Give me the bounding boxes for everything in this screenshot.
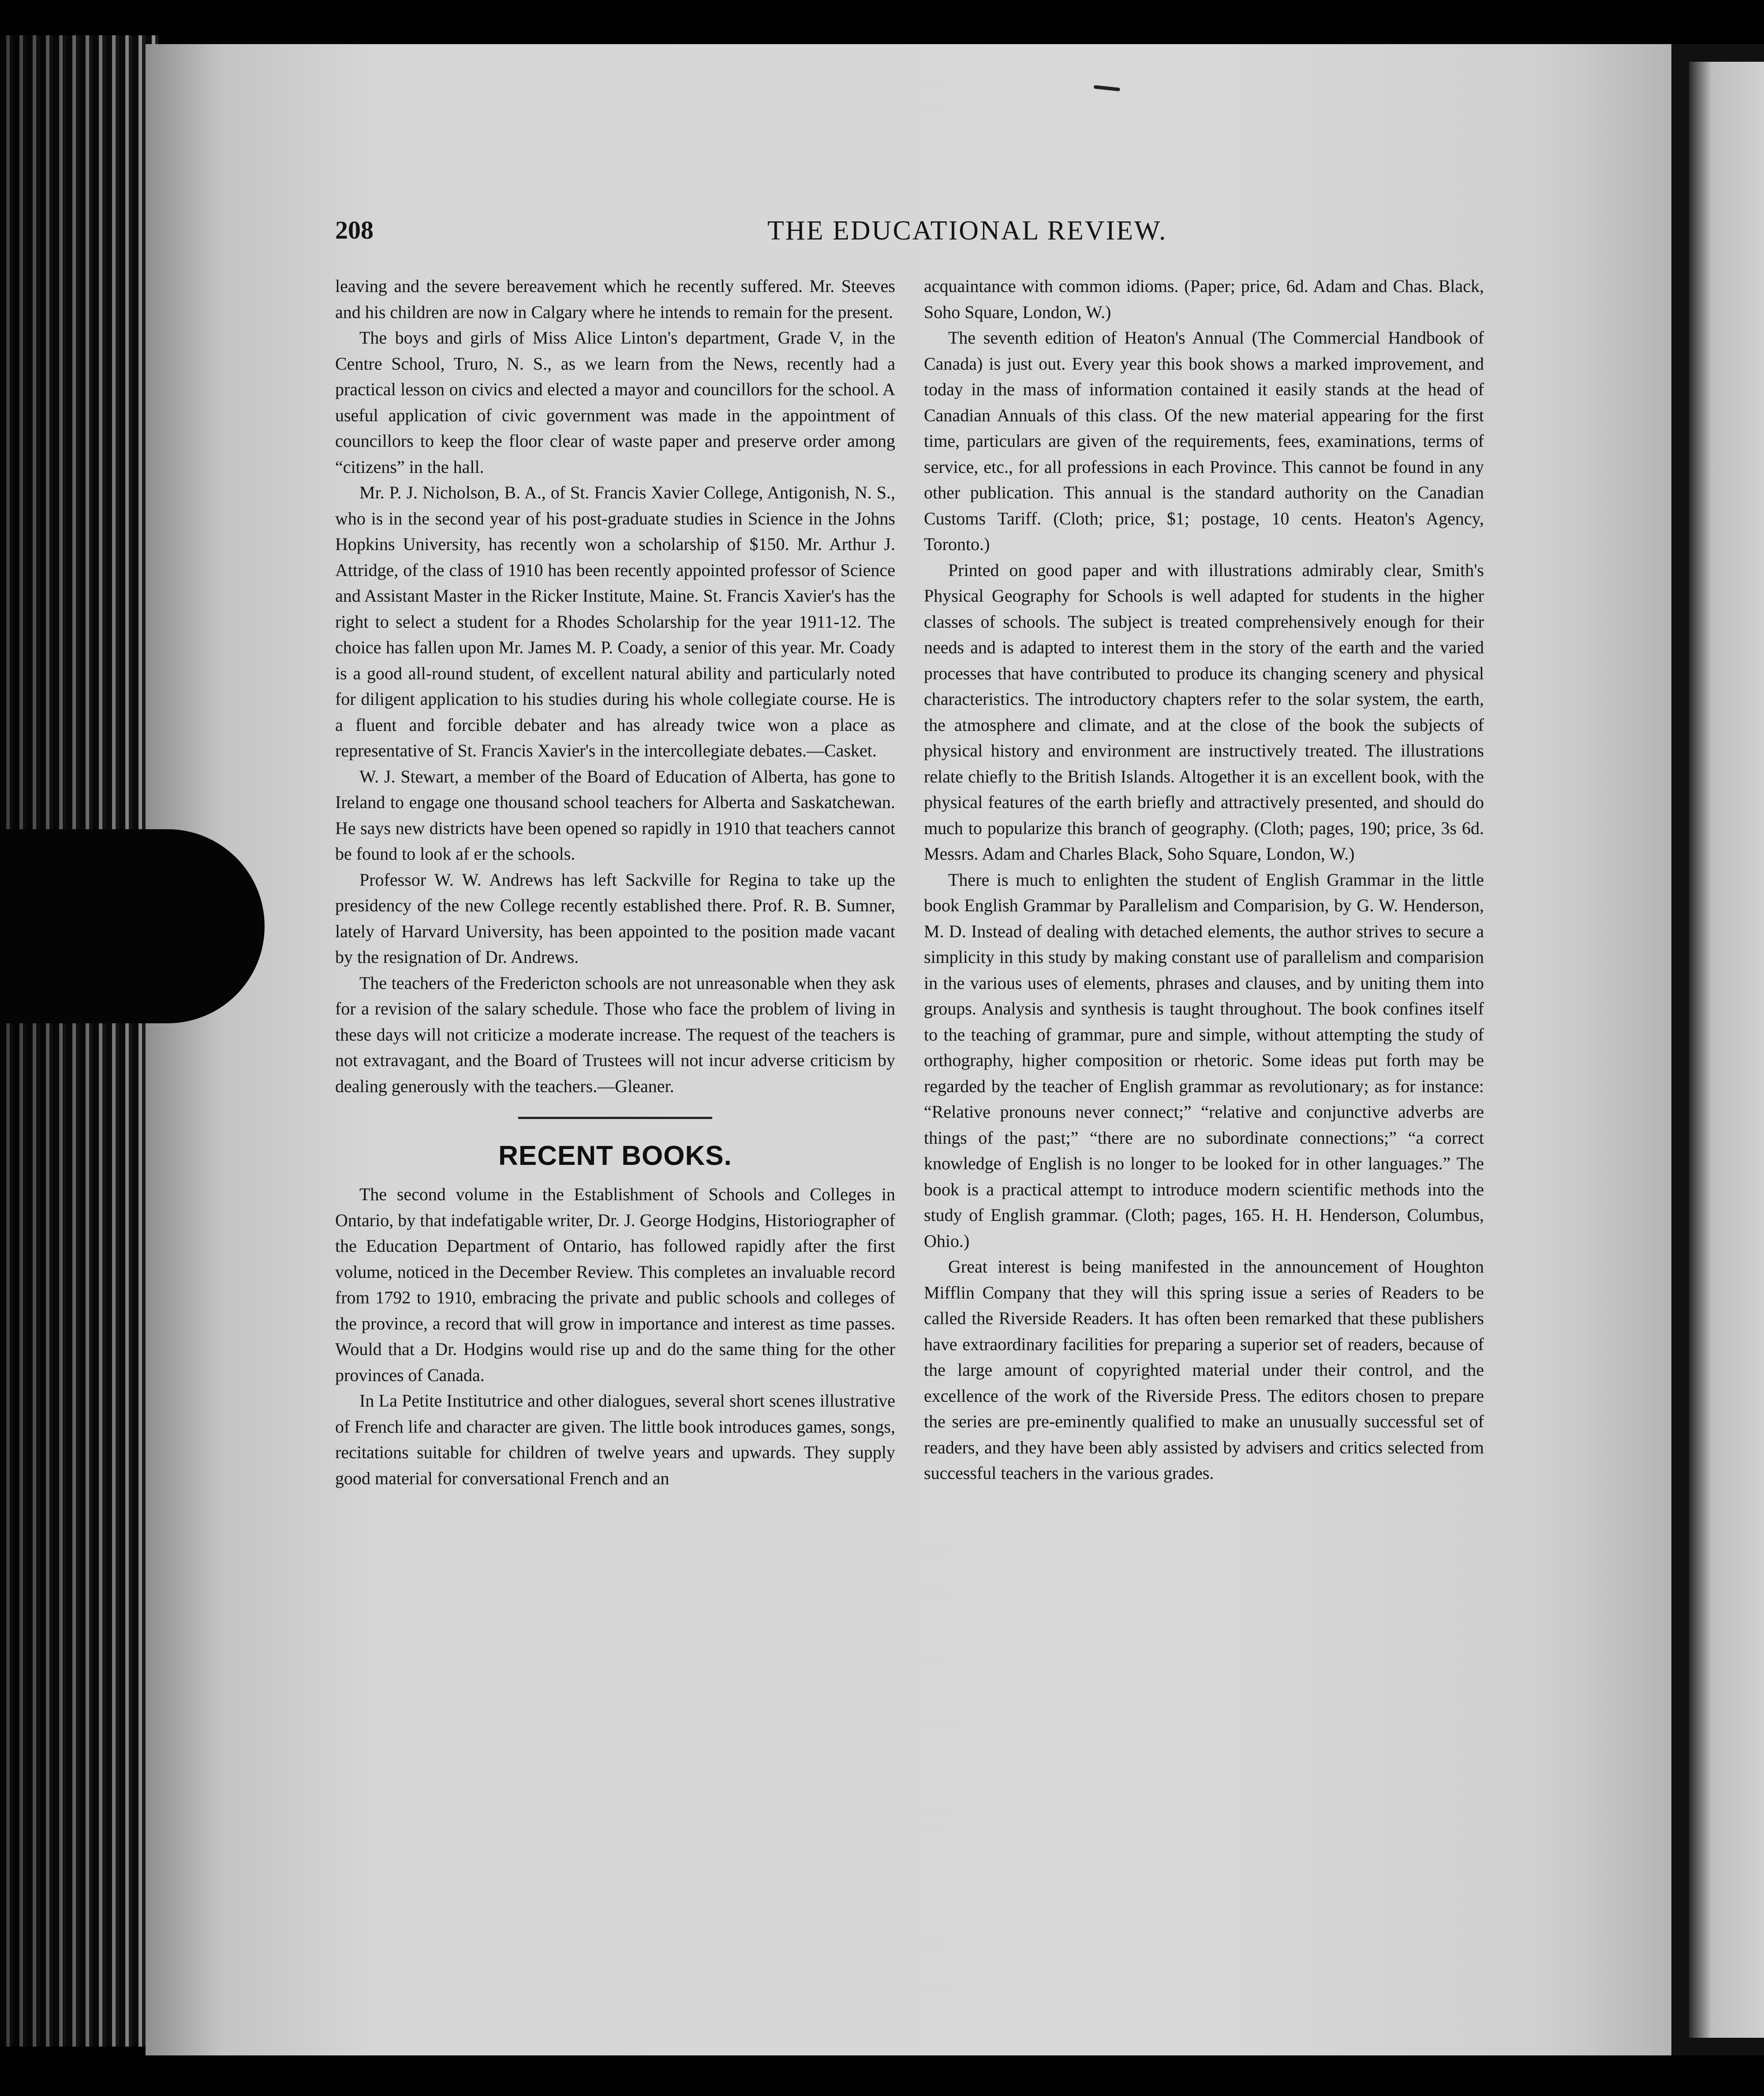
facing-page-edge (1689, 62, 1764, 2038)
page-header (335, 215, 1182, 255)
running-title: THE EDUCATIONAL REVIEW. (767, 216, 1167, 246)
right-column (924, 273, 1484, 1486)
paragraph: The seventh edition of Heaton's Annual (The Commercial Handbook of Canada) is just out. Every year this book shows a marked improvement, and today in the mass of information contained it easily stands at the head of Canadian Annuals of this class. Of the new material appearing for the first time, particulars are given of the requirements, fees, examinations, terms of service, etc., for all professions in each Province. This cannot be found in any other publication. This annual is the standard authority on the Canadian Customs Tariff. (Cloth; price, $1; postage, 10 cents. Heaton's Agency, Toronto.) (924, 328, 1484, 554)
paragraph: leaving and the severe bereavement which he recently suffered. Mr. Steeves and his children are now in Calgary where he intends to remain for the present. (335, 276, 895, 322)
left-column (335, 273, 895, 1491)
paragraph: acquaintance with common idioms. (Paper; price, 6d. Adam and Chas. Black, Soho Square, London, W.) (924, 276, 1484, 322)
page-number: 208 (335, 216, 374, 244)
section-divider (518, 1117, 712, 1119)
section-heading: RECENT BOOKS. (498, 1141, 732, 1171)
paragraph: Professor W. W. Andrews has left Sackville for Regina to take up the presidency of the new College recently established there. Prof. R. B. Sumner, lately of Harvard University, has been appointed to the position made vacant by the resignation of Dr. Andrews. (335, 869, 895, 967)
paragraph: The boys and girls of Miss Alice Linton's department, Grade V, in the Centre School, Truro, N. S., as we learn from the News, recently had a practical lesson on civics and elected a mayor and councillors for the school. A useful application of civic government was made in the appointment of councillors to keep the floor clear of waste paper and preserve order among “citizens” in the hall. (335, 328, 895, 477)
paragraph: W. J. Stewart, a member of the Board of Education of Alberta, has gone to Ireland to engage one thousand school teachers for Alberta and Saskatchewan. He says new districts have been opened so rapidly in 1910 that teachers cannot be found to look af er the schools. (335, 766, 895, 864)
paragraph: Mr. P. J. Nicholson, B. A., of St. Francis Xavier College, Antigonish, N. S., who is in the second year of his post-graduate studies in Science in the Johns Hopkins University, has recently won a scholarship of $150. Mr. Arthur J. Attridge, of the class of 1910 has been recently appointed professor of Science and Assistant Master in the Ricker Institute, Maine. St. Francis Xavier's has the right to select a student for a Rhodes Scholarship for the year 1911-12. The choice has fallen upon Mr. James M. P. Coady, a senior of this year. Mr. Coady is a good all-round student, of excellent natural ability and particularly noted for diligent application to his studies during his whole collegiate course. He is a fluent and forcible debater and has already twice won a place as representative of St. Francis Xavier's in the intercollegiate debates.—Casket. (335, 483, 895, 760)
paragraph: Great interest is being manifested in the announcement of Houghton Mifflin Company that they will this spring issue a series of Readers to be called the Riverside Readers. It has often been remarked that these publishers have extraordinary facilities for preparing a superior set of readers, because of the large amount of copyrighted material under their control, and the excellence of the work of the Riverside Press. The editors chosen to prepare the series are pre-eminently qualified to make an unusually successful set of readers, and they have been ably assisted by advisers and critics selected from successful teachers in the various grades. (924, 1257, 1484, 1483)
paragraph: The teachers of the Fredericton schools are not unreasonable when they ask for a revision of the salary schedule. Those who face the problem of living in these days will not criticize a moderate increase. The request of the teachers is not extravagant, and the Board of Trustees will not incur adverse criticism by dealing generously with the teachers.—Gleaner. (335, 973, 895, 1096)
paragraph: Printed on good paper and with illustrations admirably clear, Smith's Physical Geography for Schools is well adapted for students in the higher classes of schools. The subject is treated comprehensively enough for their needs and is adapted to interest them in the story of the earth and the varied processes that have contributed to produce its changing scenery and physical characteristics. The introductory chapters refer to the solar system, the earth, the atmosphere and climate, and at the close of the book the subjects of physical history and environment are instructively treated. The illustrations relate chiefly to the British Islands. Altogether it is an excellent book, with the physical features of the earth briefly and attractively presented, and should do much to popularize this branch of geography. (Cloth; pages, 190; price, 3s 6d. Messrs. Adam and Charles Black, Soho Square, London, W.) (924, 560, 1484, 864)
page-edges-shadow (0, 35, 159, 2047)
paragraph: In La Petite Institutrice and other dialogues, several short scenes illustrative of French life and character are given. The little book introduces games, songs, recitations suitable for children of twelve years and upwards. They supply good material for conversational French and an (335, 1391, 895, 1488)
paragraph: There is much to enlighten the student of English Grammar in the little book English Grammar by Parallelism and Comparision, by G. W. Henderson, M. D. Instead of dealing with detached elements, the author strives to secure a simplicity in this study by making constant use of parallelism and comparision in the various uses of elements, phrases and clauses, and by uniting them into groups. Analysis and synthesis is taught throughout. The book confines itself to the teaching of grammar, pure and simple, without attempting the study of orthography, higher composition or rhetoric. Some ideas put forth may be regarded by the teacher of English grammar as revolutionary; as for instance: “Relative pronouns never connect;” “relative and conjunctive adverbs are things of the past;” “there are no subordinate connections;” “a correct knowledge of English is no longer to be looked for in other languages.” The book is a practical attempt to introduce modern scientific methods into the study of English grammar. (Cloth; pages, 165. H. H. Henderson, Columbus, Ohio.) (924, 869, 1484, 1251)
thumb-shadow (0, 829, 265, 1023)
paragraph: The second volume in the Establishment of Schools and Colleges in Ontario, by that indefatigable writer, Dr. J. George Hodgins, Historiographer of the Education Department of Ontario, has followed rapidly after the first volume, noticed in the December Review. This completes an invaluable record from 1792 to 1910, embracing the private and public schools and colleges of the province, a record that will grow in importance and interest as time passes. Would that a Dr. Hodgins would rise up and do the same thing for the other provinces of Canada. (335, 1184, 895, 1385)
